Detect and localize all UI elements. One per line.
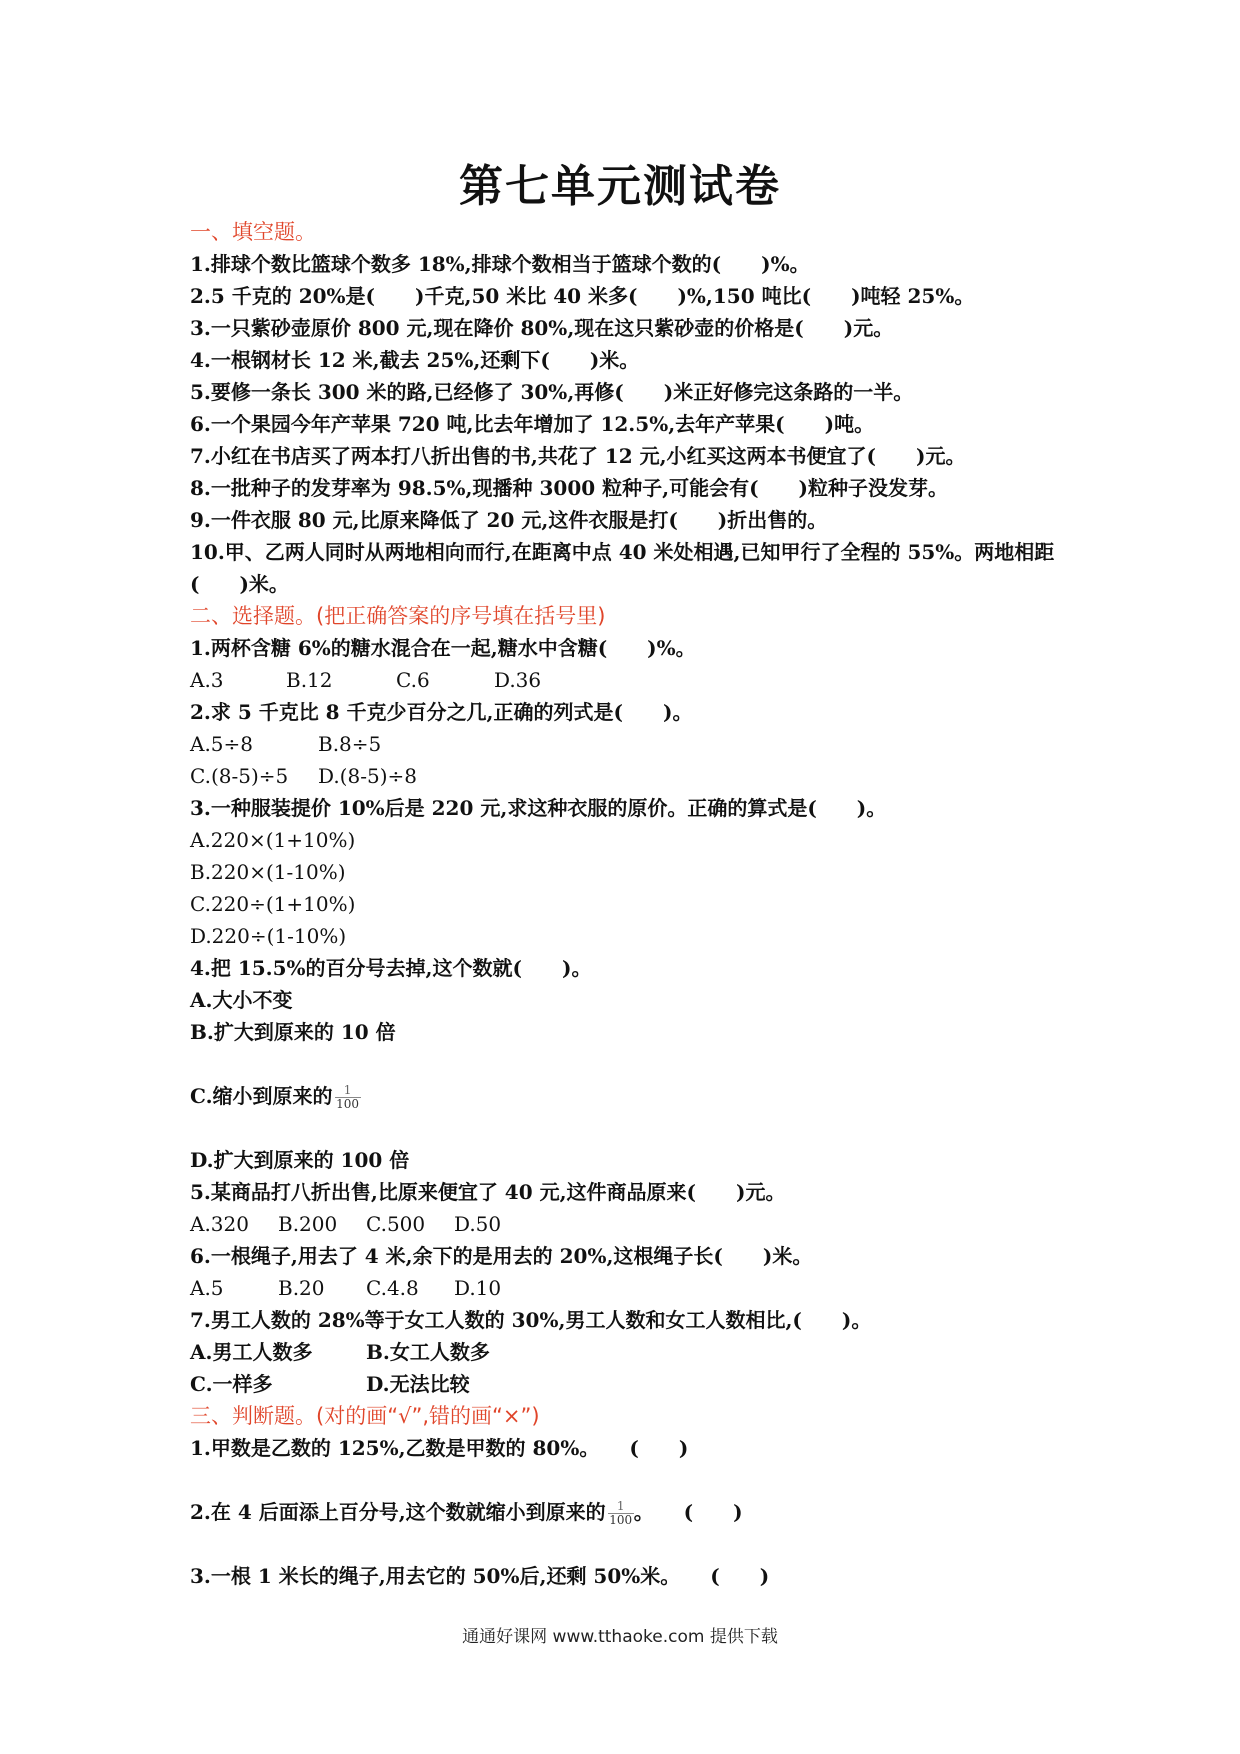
page-title: 第七单元测试卷 <box>459 161 781 212</box>
choice-q7-options-ab <box>190 1336 1070 1368</box>
choice-q3: 3.一种服装提价 10%后是 220 元,求这种衣服的原价。正确的算式是( )。 <box>190 796 887 820</box>
fill-q7: 7.小红在书店买了两本打八折出售的书,共花了 12 元,小红买这两本书便宜了( )元。 <box>190 444 966 468</box>
judge-q2 <box>190 1496 1070 1528</box>
option-d: D.10 <box>454 1276 502 1300</box>
option-c: C.6 <box>396 668 430 692</box>
option-c: C.500 <box>366 1212 426 1236</box>
option-d: D.无法比较 <box>366 1372 470 1396</box>
fill-q5: 5.要修一条长 300 米的路,已经修了 30%,再修( )米正好修完这条路的一半。 <box>190 380 914 404</box>
choice-q5: 5.某商品打八折出售,比原来便宜了 40 元,这件商品原来( )元。 <box>190 1180 786 1204</box>
option-b: B.12 <box>286 668 333 692</box>
section-judge-heading: 三、判断题。(对的画“√”,错的画“×”) <box>190 1404 540 1428</box>
choice-q4: 4.把 15.5%的百分号去掉,这个数就( )。 <box>190 956 592 980</box>
fraction-one-hundredth <box>335 1084 361 1111</box>
judge-q3: 3.一根 1 米长的绳子,用去它的 50%后,还剩 50%米。 ( ) <box>190 1564 770 1588</box>
option-b: B.女工人数多 <box>366 1340 490 1364</box>
fill-q8: 8.一批种子的发芽率为 98.5%,现播种 3000 粒种子,可能会有( )粒种子没发芽。 <box>190 476 948 500</box>
choice-q6-options <box>190 1272 1070 1304</box>
fill-q6: 6.一个果园今年产苹果 720 吨,比去年增加了 12.5%,去年产苹果( )吨。 <box>190 412 875 436</box>
fill-q4: 4.一根钢材长 12 米,截去 25%,还剩下( )米。 <box>190 348 640 372</box>
option-d: D.50 <box>454 1212 502 1236</box>
option-a: A.320 <box>190 1212 249 1236</box>
section-choice-heading: 二、选择题。(把正确答案的序号填在括号里) <box>190 604 606 628</box>
choice-q3-option-d: D.220÷(1-10%) <box>190 924 347 948</box>
fill-q2: 2.5 千克的 20%是( )千克,50 米比 40 米多( )%,150 吨比( )吨轻 25%。 <box>190 284 975 308</box>
choice-q3-option-c: C.220÷(1+10%) <box>190 892 356 916</box>
fraction-denominator: 100 <box>336 1097 359 1111</box>
judge-q2-tail: 。 ( ) <box>633 1500 743 1524</box>
section-fill-blank-heading: 一、填空题。 <box>190 220 316 244</box>
fraction-numerator: 1 <box>343 1083 352 1097</box>
option-b: B.20 <box>278 1276 325 1300</box>
fraction-denominator: 100 <box>609 1513 633 1527</box>
choice-q1-options <box>190 664 1070 696</box>
option-c: C.一样多 <box>190 1372 273 1396</box>
choice-q7: 7.男工人数的 28%等于女工人数的 30%,男工人数和女工人数相比,( )。 <box>190 1308 872 1332</box>
fill-q3: 3.一只紫砂壶原价 800 元,现在降价 80%,现在这只紫砂壶的价格是( )元。 <box>190 316 894 340</box>
choice-q1: 1.两杯含糖 6%的糖水混合在一起,糖水中含糖( )%。 <box>190 636 696 660</box>
option-d: D.36 <box>494 668 542 692</box>
fraction-one-hundredth <box>608 1500 634 1527</box>
option-b: B.200 <box>278 1212 338 1236</box>
choice-q2-options-ab <box>190 728 1070 760</box>
option-d: D.(8-5)÷8 <box>318 764 417 788</box>
choice-q2: 2.求 5 千克比 8 千克少百分之几,正确的列式是( )。 <box>190 700 693 724</box>
fill-q9: 9.一件衣服 80 元,比原来降低了 20 元,这件衣服是打( )折出售的。 <box>190 508 828 532</box>
choice-q5-options <box>190 1208 1070 1240</box>
option-a: A.男工人数多 <box>190 1340 313 1364</box>
choice-q6: 6.一根绳子,用去了 4 米,余下的是用去的 20%,这根绳子长( )米。 <box>190 1244 813 1268</box>
option-c-text: C.缩小到原来的 <box>190 1084 333 1108</box>
fill-q10: 10.甲、乙两人同时从两地相向而行,在距离中点 40 米处相遇,已知甲行了全程的 55%。两地相距( )米。 <box>190 540 1055 596</box>
footer-source: 通通好课网 www.tthaoke.com 提供下载 <box>462 1627 778 1647</box>
choice-q4-option-d: D.扩大到原来的 100 倍 <box>190 1148 410 1172</box>
test-content <box>190 216 1070 1592</box>
option-c: C.4.8 <box>366 1276 419 1300</box>
choice-q3-option-a: A.220×(1+10%) <box>190 828 356 852</box>
choice-q4-option-a: A.大小不变 <box>190 988 293 1012</box>
choice-q2-options-cd <box>190 760 1070 792</box>
fill-q1: 1.排球个数比篮球个数多 18%,排球个数相当于篮球个数的( )%。 <box>190 252 810 276</box>
choice-q4-option-b: B.扩大到原来的 10 倍 <box>190 1020 396 1044</box>
fraction-numerator: 1 <box>616 1499 625 1513</box>
choice-q4-option-c <box>190 1080 1070 1112</box>
option-b: B.8÷5 <box>318 732 382 756</box>
choice-q3-option-b: B.220×(1-10%) <box>190 860 346 884</box>
choice-q7-options-cd <box>190 1368 1070 1400</box>
option-a: A.3 <box>190 668 224 692</box>
judge-q2-text: 2.在 4 后面添上百分号,这个数就缩小到原来的 <box>190 1500 606 1524</box>
option-a: A.5÷8 <box>190 732 254 756</box>
judge-q1: 1.甲数是乙数的 125%,乙数是甲数的 80%。 ( ) <box>190 1436 689 1460</box>
option-a: A.5 <box>190 1276 224 1300</box>
option-c: C.(8-5)÷5 <box>190 764 289 788</box>
